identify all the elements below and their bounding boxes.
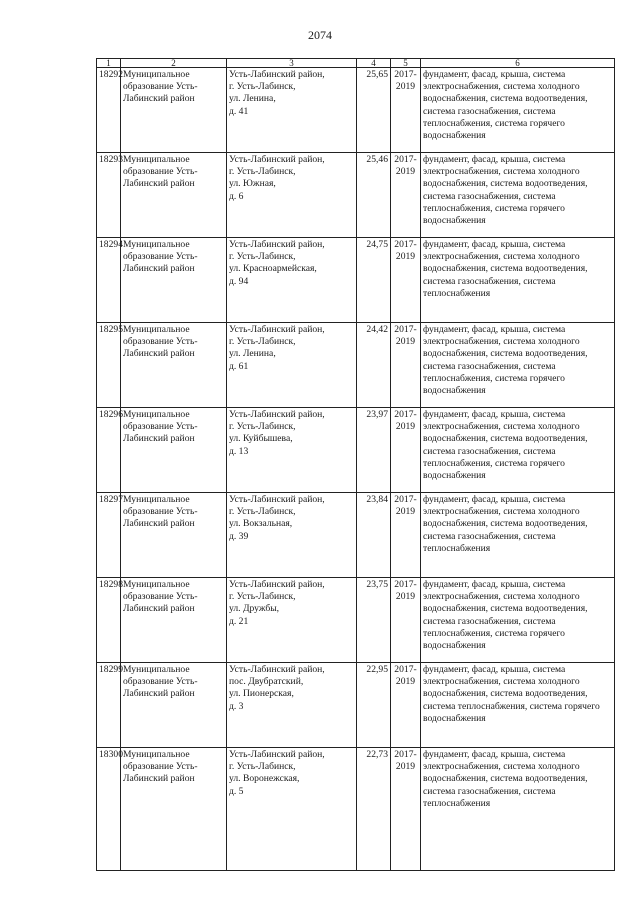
address-line: г. Усть-Лабинск, [229, 761, 296, 773]
address-line: Усть-Лабинский район, [229, 409, 325, 420]
address-line: ул. Южная, [229, 178, 276, 190]
address-line: Усть-Лабинский район, [229, 69, 325, 80]
address-line: д. 13 [229, 445, 249, 457]
works-cell: фундамент, фасад, крыша, система электроснабжения, система холодного водоснабжения, система водоотведения, система газоснабжения, система теплоснабжения [421, 493, 615, 578]
area-cell: 25,46 [357, 153, 391, 238]
area-cell: 24,42 [357, 323, 391, 408]
address-line: г. Усть-Лабинск, [229, 421, 296, 433]
area-cell: 23,84 [357, 493, 391, 578]
address-line: Усть-Лабинский район, [229, 749, 325, 760]
table-row [97, 238, 615, 323]
works-cell: фундамент, фасад, крыша, система электроснабжения, система холодного водоснабжения, система водоотведения, система теплоснабжения, система горячего водоснабжения [421, 663, 615, 748]
period-cell: 2017-2019 [391, 153, 421, 238]
page-number: 2074 [308, 28, 332, 42]
area-cell: 25,65 [357, 68, 391, 153]
record-number: 18292 [97, 68, 121, 153]
owner-cell: Муниципальное образование Усть-Лабинский район [121, 578, 227, 663]
record-number: 18293 [97, 153, 121, 238]
address-cell [227, 493, 357, 578]
period-cell: 2017-2019 [391, 493, 421, 578]
area-cell: 24,75 [357, 238, 391, 323]
record-number: 18300 [97, 748, 121, 871]
address-line: г. Усть-Лабинск, [229, 336, 296, 348]
area-cell: 23,97 [357, 408, 391, 493]
column-number-row [97, 59, 615, 68]
address-line: г. Усть-Лабинск, [229, 251, 296, 263]
works-cell: фундамент, фасад, крыша, система электроснабжения, система холодного водоснабжения, система водоотведения, система газоснабжения, система теплоснабжения [421, 238, 615, 323]
period-cell: 2017-2019 [391, 663, 421, 748]
column-header-6: 6 [421, 59, 615, 68]
address-line: пос. Двубратский, [229, 676, 304, 688]
address-cell [227, 153, 357, 238]
period-cell: 2017-2019 [391, 408, 421, 493]
address-line: Усть-Лабинский район, [229, 239, 325, 250]
address-cell [227, 68, 357, 153]
address-cell [227, 663, 357, 748]
address-line: д. 3 [229, 700, 244, 712]
column-header-2: 2 [121, 59, 227, 68]
address-line: г. Усть-Лабинск, [229, 591, 296, 603]
works-cell: фундамент, фасад, крыша, система электроснабжения, система холодного водоснабжения, система водоотведения, система газоснабжения, система теплоснабжения, система горячего водоснабжения [421, 323, 615, 408]
column-header-5: 5 [391, 59, 421, 68]
works-cell: фундамент, фасад, крыша, система электроснабжения, система холодного водоснабжения, система водоотведения, система газоснабжения, система теплоснабжения, система горячего водоснабжения [421, 68, 615, 153]
period-cell: 2017-2019 [391, 323, 421, 408]
address-line: Усть-Лабинский район, [229, 154, 325, 165]
address-cell [227, 323, 357, 408]
address-line: Усть-Лабинский район, [229, 494, 325, 505]
period-cell: 2017-2019 [391, 748, 421, 871]
column-header-3: 3 [227, 59, 357, 68]
address-cell [227, 408, 357, 493]
address-line: ул. Ленина, [229, 348, 276, 360]
record-number: 18294 [97, 238, 121, 323]
table-row [97, 748, 615, 871]
owner-cell: Муниципальное образование Усть-Лабинский район [121, 493, 227, 578]
works-cell: фундамент, фасад, крыша, система электроснабжения, система холодного водоснабжения, система водоотведения, система газоснабжения, система теплоснабжения, система горячего водоснабжения [421, 408, 615, 493]
period-cell: 2017-2019 [391, 68, 421, 153]
address-line: д. 61 [229, 360, 249, 372]
address-cell [227, 748, 357, 871]
owner-cell: Муниципальное образование Усть-Лабинский район [121, 748, 227, 871]
address-line: д. 21 [229, 615, 249, 627]
owner-cell: Муниципальное образование Усть-Лабинский район [121, 663, 227, 748]
record-number: 18299 [97, 663, 121, 748]
address-line: ул. Куйбышева, [229, 433, 293, 445]
period-cell: 2017-2019 [391, 238, 421, 323]
address-line: д. 94 [229, 275, 249, 287]
address-line: д. 6 [229, 190, 244, 202]
owner-cell: Муниципальное образование Усть-Лабинский район [121, 238, 227, 323]
record-number: 18296 [97, 408, 121, 493]
address-line: г. Усть-Лабинск, [229, 166, 296, 178]
area-cell: 22,95 [357, 663, 391, 748]
address-cell [227, 578, 357, 663]
table-row [97, 323, 615, 408]
address-line: ул. Воронежская, [229, 773, 300, 785]
owner-cell: Муниципальное образование Усть-Лабинский район [121, 68, 227, 153]
works-cell: фундамент, фасад, крыша, система электроснабжения, система холодного водоснабжения, система водоотведения, система газоснабжения, система теплоснабжения [421, 748, 615, 871]
column-header-4: 4 [357, 59, 391, 68]
record-number: 18298 [97, 578, 121, 663]
table-row [97, 663, 615, 748]
address-line: д. 39 [229, 530, 249, 542]
table-row [97, 493, 615, 578]
address-line: ул. Вокзальная, [229, 518, 293, 530]
address-cell [227, 238, 357, 323]
address-line: ул. Красноармейская, [229, 263, 317, 275]
address-line: г. Усть-Лабинск, [229, 81, 296, 93]
table-row [97, 408, 615, 493]
address-line: ул. Пионерская, [229, 688, 294, 700]
address-line: д. 41 [229, 105, 249, 117]
works-cell: фундамент, фасад, крыша, система электроснабжения, система холодного водоснабжения, система водоотведения, система газоснабжения, система теплоснабжения, система горячего водоснабжения [421, 578, 615, 663]
owner-cell: Муниципальное образование Усть-Лабинский район [121, 408, 227, 493]
address-line: Усть-Лабинский район, [229, 324, 325, 335]
record-number: 18295 [97, 323, 121, 408]
period-cell: 2017-2019 [391, 578, 421, 663]
table-row [97, 153, 615, 238]
address-line: ул. Ленина, [229, 93, 276, 105]
works-cell: фундамент, фасад, крыша, система электроснабжения, система холодного водоснабжения, система водоотведения, система газоснабжения, система теплоснабжения, система горячего водоснабжения [421, 153, 615, 238]
area-cell: 23,75 [357, 578, 391, 663]
owner-cell: Муниципальное образование Усть-Лабинский район [121, 153, 227, 238]
table-row [97, 578, 615, 663]
registry-table [96, 58, 615, 871]
address-line: д. 5 [229, 785, 244, 797]
record-number: 18297 [97, 493, 121, 578]
area-cell: 22,73 [357, 748, 391, 871]
owner-cell: Муниципальное образование Усть-Лабинский район [121, 323, 227, 408]
address-line: ул. Дружбы, [229, 603, 280, 615]
address-line: г. Усть-Лабинск, [229, 506, 296, 518]
address-line: Усть-Лабинский район, [229, 579, 325, 590]
table-row [97, 68, 615, 153]
column-header-1: 1 [97, 59, 121, 68]
address-line: Усть-Лабинский район, [229, 664, 325, 675]
